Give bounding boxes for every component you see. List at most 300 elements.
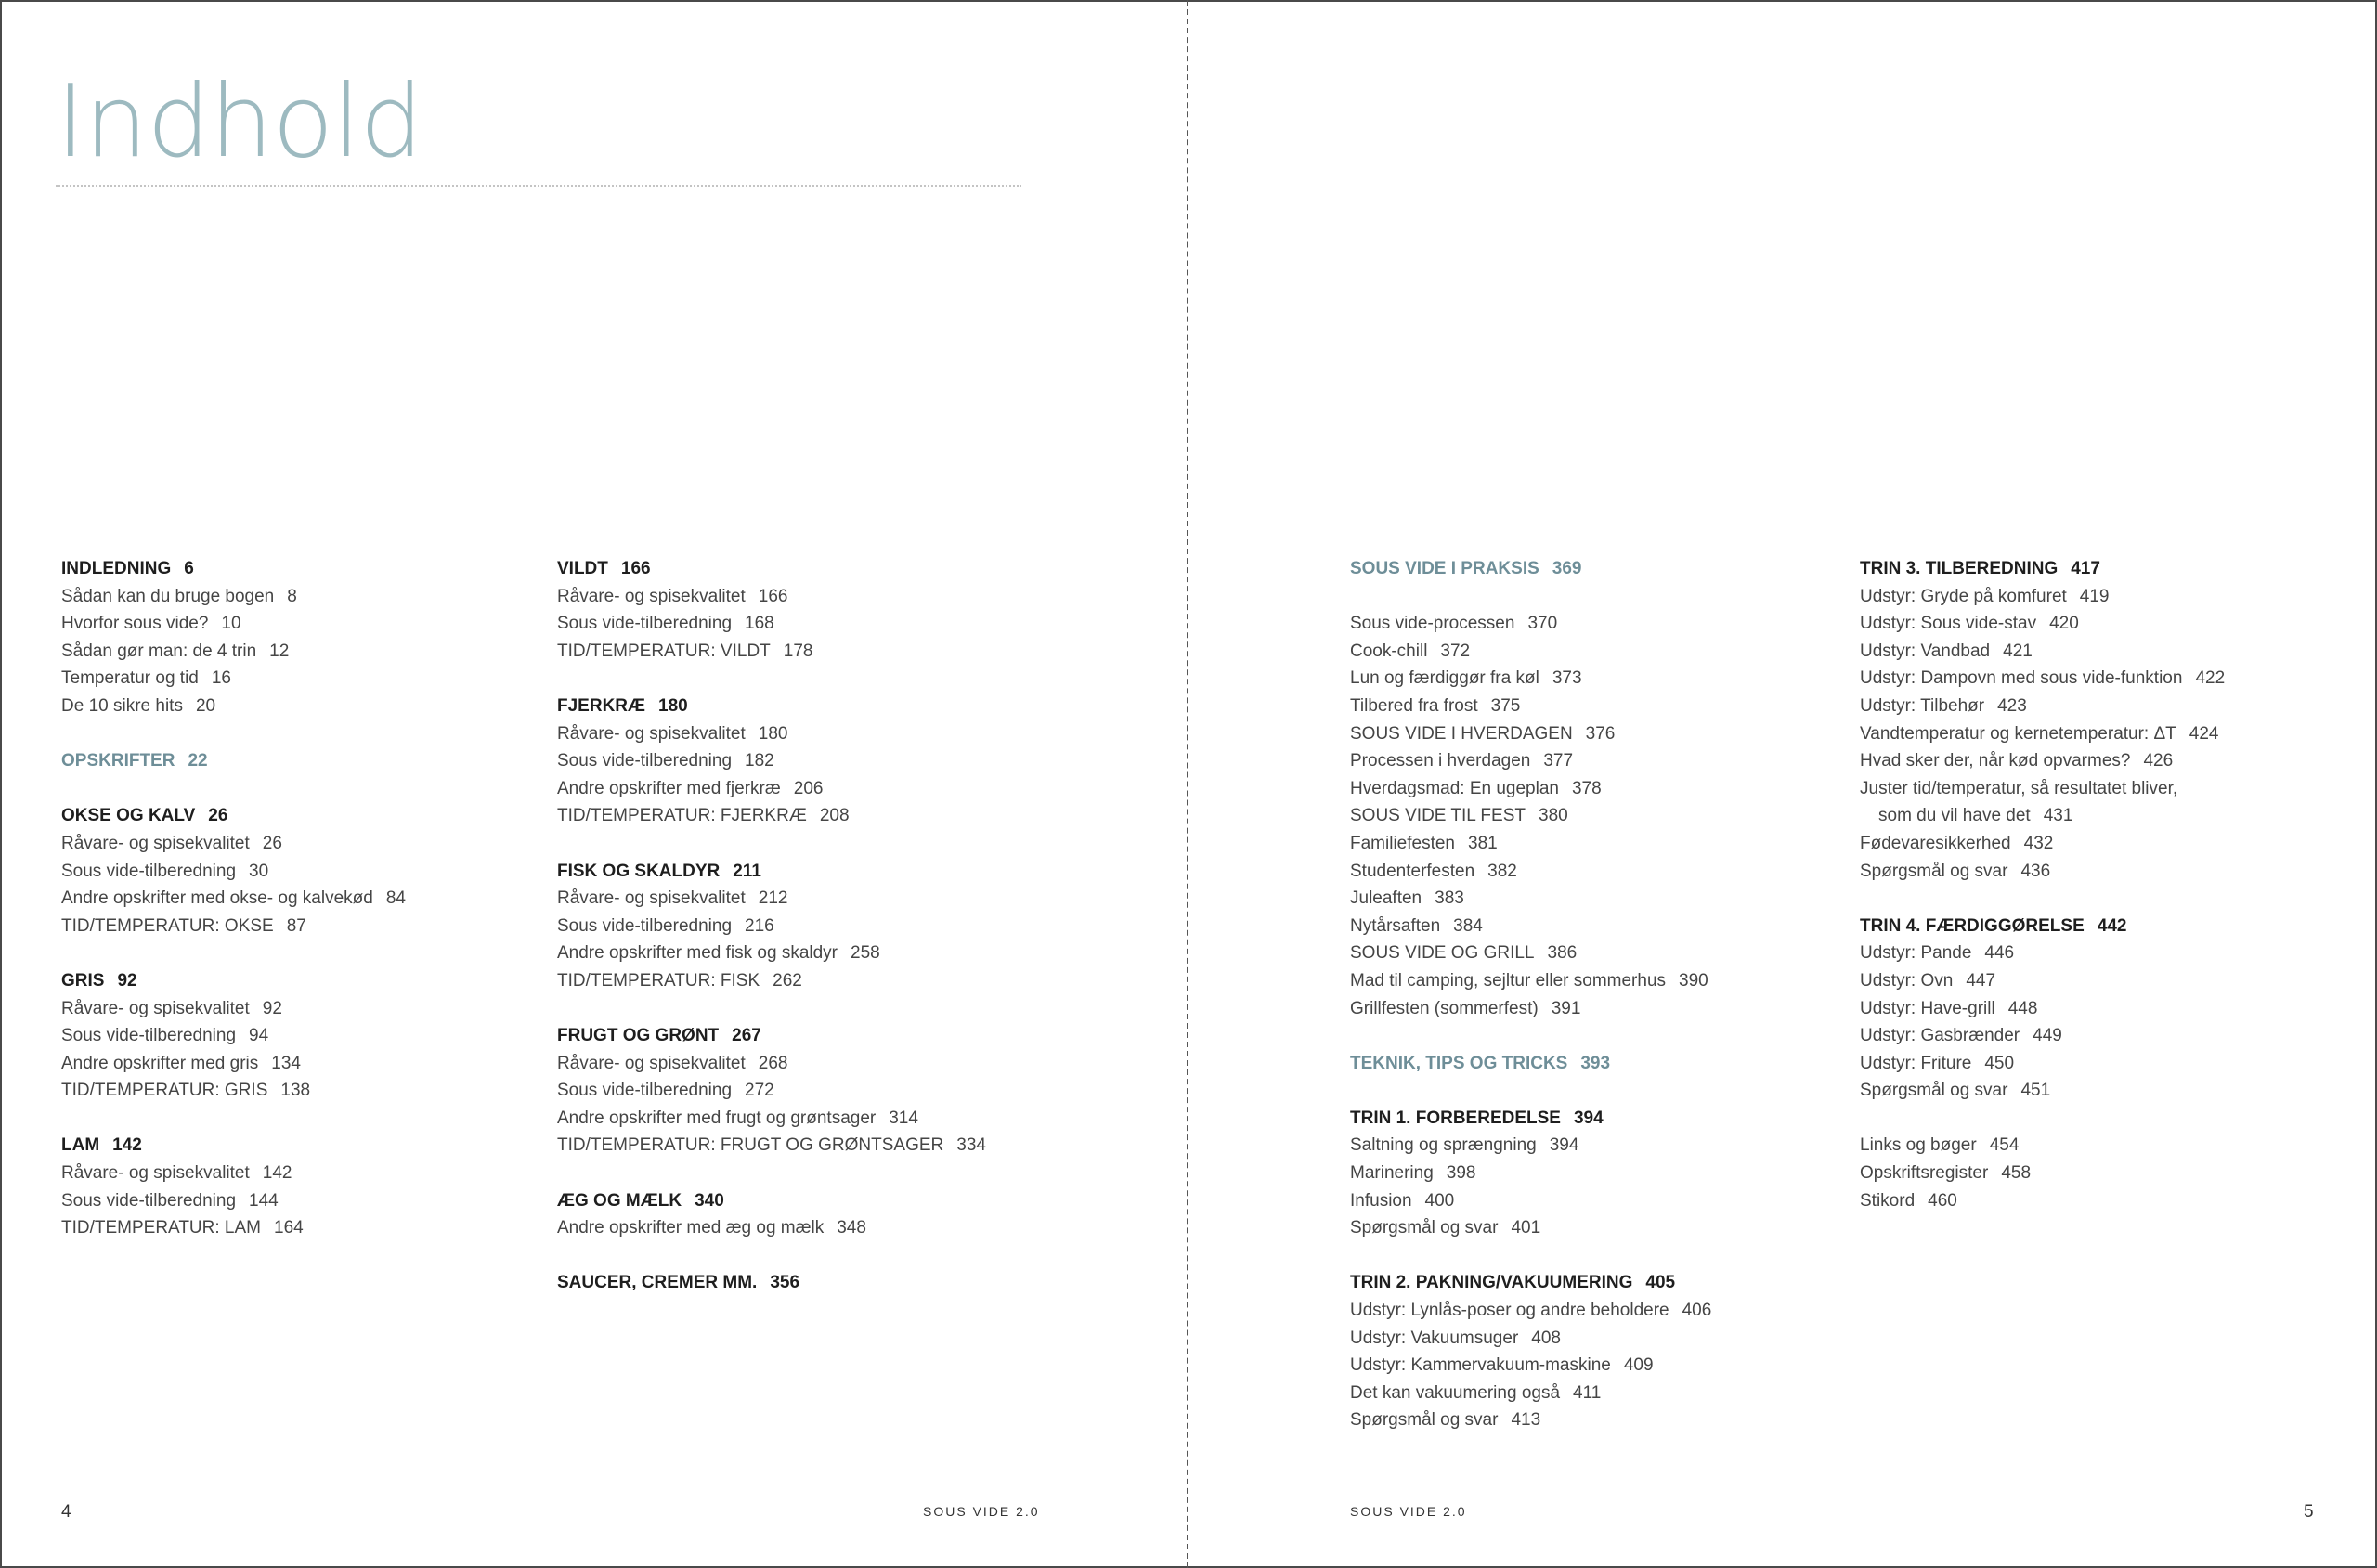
entry-page-number: 94 (249, 1026, 269, 1046)
section-page-number: 92 (117, 970, 137, 991)
section-title: TEKNIK, TIPS OG TRICKS (1350, 1053, 1568, 1073)
entry-title: Udstyr: Dampovn med sous vide-funktion (1860, 668, 2183, 689)
entry-title: Studenterfesten (1350, 861, 1475, 881)
section-title: LAM (61, 1135, 100, 1156)
entry-title: Familiefesten (1350, 833, 1455, 853)
entry-title: Temperatur og tid (61, 668, 199, 689)
toc-section-heading[interactable] (1860, 555, 2343, 583)
toc-entry[interactable] (1350, 693, 1833, 720)
entry-page-number: 8 (287, 586, 297, 606)
toc-section-heading[interactable] (1350, 1269, 1833, 1297)
entry-page-number: 180 (758, 723, 788, 744)
section-title: TRIN 3. TILBEREDNING (1860, 559, 2059, 578)
entry-page-number: 420 (2049, 614, 2079, 634)
entry-title: Sous vide-tilberedning (557, 1081, 733, 1101)
entry-title: Nytårsaften (1350, 915, 1441, 936)
toc-entry[interactable] (557, 720, 1040, 748)
toc-entry[interactable] (1860, 720, 2343, 748)
left-page-number: 4 (61, 1502, 71, 1522)
toc-entry[interactable] (1860, 747, 2343, 775)
toc-section-heading[interactable] (557, 1187, 1040, 1215)
entry-title: Links og bøger (1860, 1135, 1977, 1156)
toc-section-heading[interactable] (557, 555, 1040, 583)
toc-entry[interactable] (1860, 858, 2343, 886)
toc-section (557, 1269, 1040, 1297)
entry-page-number: 419 (2079, 586, 2110, 606)
entry-title: Juster tid/temperatur, så resultatet bliver, (1860, 778, 2178, 798)
section-page-number: 6 (184, 559, 194, 578)
toc-entry[interactable] (1350, 720, 1833, 748)
section-title: GRIS (61, 970, 105, 991)
entry-title: TID/TEMPERATUR: OKSE (61, 915, 274, 936)
toc-section (1350, 1269, 1833, 1434)
entry-page-number: 84 (385, 888, 406, 909)
entry-page-number: 314 (889, 1108, 918, 1128)
toc-entry[interactable] (1350, 775, 1833, 803)
toc-column-4 (1860, 555, 2343, 1242)
toc-entry[interactable] (1350, 610, 1833, 638)
toc-entry[interactable] (557, 583, 1040, 611)
toc-entry[interactable] (1350, 858, 1833, 886)
entry-page-number: 391 (1551, 998, 1581, 1018)
entry-title: Det kan vakuumering også (1350, 1382, 1561, 1403)
entry-page-number: 138 (280, 1081, 311, 1101)
toc-section-heading[interactable] (1350, 1105, 1833, 1133)
toc-entry[interactable] (1860, 940, 2343, 967)
toc-entry[interactable] (1350, 1406, 1833, 1434)
entry-page-number: 406 (1682, 1301, 1712, 1321)
section-page-number: 340 (695, 1190, 724, 1211)
entry-page-number: 422 (2195, 668, 2226, 689)
toc-entry[interactable] (61, 693, 544, 720)
toc-entry[interactable] (557, 1214, 1040, 1242)
entry-page-number: 348 (837, 1218, 866, 1238)
toc-entry[interactable] (557, 967, 1040, 995)
entry-title: Grillfesten (sommerfest) (1350, 998, 1539, 1018)
section-title: OKSE OG KALV (61, 806, 196, 826)
entry-title: Udstyr: Have-grill (1860, 998, 1995, 1018)
entry-page-number: 375 (1490, 695, 1521, 716)
entry-page-number: 450 (1984, 1053, 2015, 1073)
toc-entry[interactable] (61, 1022, 544, 1050)
entry-page-number: 446 (1984, 943, 2015, 964)
entry-title: Fødevaresikkerhed (1860, 833, 2011, 853)
entry-page-number: 460 (1928, 1190, 1957, 1211)
toc-section-heading[interactable] (61, 747, 544, 775)
entry-title: Processen i hverdagen (1350, 751, 1531, 771)
toc-entry[interactable] (1350, 940, 1833, 967)
entry-title: Andre opskrifter med okse- og kalvekød (61, 888, 373, 909)
section-page-number: 26 (208, 806, 228, 826)
entry-title: TID/TEMPERATUR: FISK (557, 970, 760, 991)
entry-page-number: 164 (274, 1218, 304, 1238)
toc-entry[interactable] (557, 1105, 1040, 1133)
entry-title: Sous vide-tilberedning (61, 861, 237, 881)
entry-title: Vandtemperatur og kernetemperatur: ΔT (1860, 723, 2176, 744)
toc-section (1860, 913, 2343, 1105)
entry-page-number: 372 (1440, 641, 1471, 661)
toc-entry[interactable] (61, 913, 544, 940)
entry-page-number: 409 (1623, 1355, 1654, 1376)
entry-page-number: 178 (783, 641, 813, 661)
entry-title: De 10 sikre hits (61, 695, 183, 716)
entry-page-number: 380 (1539, 806, 1568, 826)
toc-entry[interactable] (1860, 1160, 2343, 1187)
toc-entry[interactable] (557, 1077, 1040, 1105)
toc-section (557, 1022, 1040, 1160)
entry-title: Udstyr: Gryde på komfuret (1860, 586, 2067, 606)
entry-page-number: 182 (745, 751, 774, 771)
section-page-number: 142 (112, 1135, 142, 1156)
toc-entry[interactable] (557, 913, 1040, 940)
entry-page-number: 401 (1511, 1218, 1541, 1238)
entry-page-number: 413 (1511, 1410, 1541, 1431)
entry-title: Spørgsmål og svar (1350, 1218, 1499, 1238)
toc-entry[interactable] (61, 665, 544, 693)
entry-title: Udstyr: Gasbrænder (1860, 1026, 2020, 1046)
toc-entry[interactable] (1860, 665, 2343, 693)
entry-page-number: 92 (262, 998, 282, 1018)
entry-title: som du vil have det (1878, 806, 2031, 826)
entry-page-number: 258 (851, 943, 880, 964)
entry-page-number: 373 (1552, 668, 1582, 689)
section-title: INDLEDNING (61, 559, 172, 578)
section-page-number: 405 (1645, 1273, 1676, 1293)
entry-page-number: 436 (2020, 861, 2051, 881)
entry-page-number: 144 (249, 1190, 279, 1211)
section-page-number: 211 (733, 861, 761, 881)
toc-section (1860, 555, 2343, 885)
entry-title: Sous vide-tilberedning (61, 1026, 237, 1046)
toc-entry[interactable] (1350, 830, 1833, 858)
entry-title: Udstyr: Pande (1860, 943, 1972, 964)
entry-title: TID/TEMPERATUR: FRUGT OG GRØNTSAGER (557, 1135, 944, 1156)
entry-page-number: 431 (2043, 806, 2073, 826)
entry-title: Hverdagsmad: En ugeplan (1350, 778, 1559, 798)
entry-page-number: 216 (745, 915, 774, 936)
toc-entry[interactable] (61, 885, 544, 913)
entry-title: TID/TEMPERATUR: LAM (61, 1218, 261, 1238)
entry-title: Råvare- og spisekvalitet (557, 1053, 746, 1073)
entry-page-number: 454 (1989, 1135, 2020, 1156)
toc-section-heading[interactable] (557, 693, 1040, 720)
toc-entry[interactable] (1350, 885, 1833, 913)
toc-entry[interactable] (1350, 913, 1833, 940)
section-page-number: 417 (2071, 559, 2100, 578)
entry-page-number: 426 (2143, 751, 2174, 771)
toc-entry[interactable] (557, 638, 1040, 666)
entry-page-number: 142 (262, 1163, 292, 1184)
section-title: VILDT (557, 559, 608, 578)
entry-page-number: 376 (1585, 723, 1616, 744)
entry-title: Spørgsmål og svar (1860, 1081, 2008, 1101)
toc-entry[interactable] (1860, 802, 2343, 830)
toc-entry[interactable] (1350, 1352, 1833, 1380)
toc-entry[interactable] (61, 1187, 544, 1215)
section-title: TRIN 1. FORBEREDELSE (1350, 1108, 1561, 1128)
entry-page-number: 268 (758, 1053, 788, 1073)
entry-page-number: 168 (745, 614, 774, 634)
entry-page-number: 408 (1531, 1328, 1561, 1348)
toc-section (1350, 1050, 1833, 1078)
entry-page-number: 87 (286, 915, 306, 936)
entry-title: Infusion (1350, 1190, 1412, 1211)
toc-entry[interactable] (61, 1077, 544, 1105)
toc-entry[interactable] (1350, 1214, 1833, 1242)
entry-title: Andre opskrifter med gris (61, 1053, 259, 1073)
toc-entry[interactable] (557, 775, 1040, 803)
entry-title: Råvare- og spisekvalitet (557, 888, 746, 909)
entry-page-number: 30 (249, 861, 269, 881)
entry-page-number: 206 (793, 778, 824, 798)
left-running-title: SOUS VIDE 2.0 (923, 1504, 1040, 1519)
toc-section-heading[interactable] (557, 1022, 1040, 1050)
toc-entry[interactable] (557, 802, 1040, 830)
page-spine-divider (1187, 0, 1188, 1568)
entry-page-number: 447 (1966, 970, 1996, 991)
toc-entry[interactable] (61, 995, 544, 1023)
entry-title: Råvare- og spisekvalitet (61, 1163, 250, 1184)
toc-entry[interactable] (557, 1050, 1040, 1078)
toc-entry[interactable] (61, 830, 544, 858)
entry-title: Lun og færdiggør fra køl (1350, 668, 1539, 689)
toc-entry[interactable] (1350, 1132, 1833, 1160)
entry-title: TID/TEMPERATUR: FJERKRÆ (557, 806, 807, 826)
toc-entry[interactable] (557, 747, 1040, 775)
toc-entry[interactable] (1860, 830, 2343, 858)
section-title: FISK OG SKALDYR (557, 861, 721, 881)
entry-page-number: 386 (1547, 943, 1578, 964)
toc-entry[interactable] (1350, 638, 1833, 666)
entry-title: Udstyr: Ovn (1860, 970, 1954, 991)
toc-entry[interactable] (1350, 1160, 1833, 1187)
toc-entry[interactable] (1350, 995, 1833, 1023)
toc-entry[interactable] (1350, 665, 1833, 693)
section-title: ÆG OG MÆLK (557, 1190, 682, 1211)
toc-entry[interactable] (1350, 1380, 1833, 1407)
toc-entry[interactable] (1860, 967, 2343, 995)
toc-section (557, 858, 1040, 995)
entry-title: Sous vide-tilberedning (557, 751, 733, 771)
entry-title: Råvare- og spisekvalitet (557, 723, 746, 744)
toc-entry[interactable] (61, 583, 544, 611)
toc-entry[interactable] (61, 1160, 544, 1187)
entry-page-number: 394 (1549, 1135, 1579, 1156)
entry-page-number: 432 (2023, 833, 2054, 853)
section-page-number: 166 (620, 559, 651, 578)
toc-section (1860, 1132, 2343, 1214)
entry-title: SOUS VIDE TIL FEST (1350, 806, 1526, 826)
toc-section (61, 747, 544, 775)
toc-entry[interactable] (1860, 1050, 2343, 1078)
entry-page-number: 16 (211, 668, 231, 689)
toc-column-3 (1350, 555, 1833, 1462)
toc-entry[interactable] (1860, 1022, 2343, 1050)
section-page-number: 394 (1573, 1108, 1604, 1128)
entry-title: Udstyr: Vakuumsuger (1350, 1328, 1519, 1348)
section-title: FRUGT OG GRØNT (557, 1026, 720, 1046)
toc-section (1350, 555, 1833, 1022)
toc-entry[interactable] (1860, 1187, 2343, 1215)
toc-section (61, 802, 544, 940)
toc-entry[interactable] (557, 610, 1040, 638)
entry-title: SOUS VIDE I HVERDAGEN (1350, 723, 1573, 744)
toc-section (557, 693, 1040, 830)
section-title: OPSKRIFTER (61, 751, 175, 771)
toc-entry[interactable] (1860, 775, 2343, 803)
entry-title: Råvare- og spisekvalitet (61, 833, 250, 853)
entry-page-number: 166 (758, 586, 788, 606)
entry-page-number: 449 (2033, 1026, 2062, 1046)
section-title: SAUCER, CREMER MM. (557, 1273, 758, 1293)
toc-entry[interactable] (1860, 1077, 2343, 1105)
section-page-number: 393 (1580, 1053, 1611, 1073)
entry-page-number: 384 (1453, 915, 1483, 936)
toc-entry[interactable] (557, 1132, 1040, 1160)
entry-page-number: 377 (1543, 751, 1574, 771)
entry-page-number: 10 (221, 614, 241, 634)
toc-entry[interactable] (1350, 1187, 1833, 1215)
toc-entry[interactable] (1350, 1297, 1833, 1325)
toc-entry[interactable] (1860, 638, 2343, 666)
entry-page-number: 20 (195, 695, 216, 716)
entry-title: Udstyr: Kammervakuum-maskine (1350, 1355, 1611, 1376)
entry-page-number: 334 (956, 1135, 986, 1156)
toc-entry[interactable] (1860, 610, 2343, 638)
toc-section (61, 555, 544, 720)
toc-section-heading[interactable] (61, 555, 544, 583)
toc-section-heading[interactable] (1350, 555, 1833, 583)
entry-title: Råvare- og spisekvalitet (61, 998, 250, 1018)
section-page-number: 356 (770, 1273, 800, 1293)
toc-entry[interactable] (61, 610, 544, 638)
entry-page-number: 382 (1487, 861, 1517, 881)
toc-column-1 (61, 555, 544, 1269)
toc-section (1350, 1105, 1833, 1242)
entry-page-number: 12 (269, 641, 290, 661)
toc-section-heading[interactable] (557, 1269, 1040, 1297)
entry-title: Sous vide-tilberedning (61, 1190, 237, 1211)
entry-title: Tilbered fra frost (1350, 695, 1478, 716)
entry-title: Hvad sker der, når kød opvarmes? (1860, 751, 2131, 771)
section-page-number: 369 (1552, 559, 1582, 578)
entry-title: Andre opskrifter med frugt og grøntsager (557, 1108, 877, 1128)
toc-entry[interactable] (557, 885, 1040, 913)
section-title: FJERKRÆ (557, 695, 646, 716)
toc-entry[interactable] (1350, 967, 1833, 995)
entry-page-number: 400 (1424, 1190, 1455, 1211)
entry-page-number: 411 (1573, 1382, 1602, 1403)
entry-page-number: 262 (773, 970, 802, 991)
toc-entry[interactable] (61, 858, 544, 886)
section-title: SOUS VIDE I PRAKSIS (1350, 559, 1539, 578)
entry-title: TID/TEMPERATUR: VILDT (557, 641, 771, 661)
entry-page-number: 272 (745, 1081, 774, 1101)
title-dotted-rule (56, 185, 1021, 187)
toc-entry[interactable] (1860, 995, 2343, 1023)
entry-title: Mad til camping, sejltur eller sommerhus (1350, 970, 1667, 991)
entry-page-number: 423 (1997, 695, 2027, 716)
toc-section (61, 1132, 544, 1241)
toc-section-heading[interactable] (557, 858, 1040, 886)
entry-page-number: 398 (1446, 1163, 1476, 1184)
entry-page-number: 208 (819, 806, 850, 826)
entry-title: Andre opskrifter med fisk og skaldyr (557, 943, 838, 964)
entry-page-number: 370 (1527, 614, 1558, 634)
entry-page-number: 381 (1468, 833, 1498, 853)
entry-title: Hvorfor sous vide? (61, 614, 209, 634)
toc-entry[interactable] (557, 940, 1040, 967)
right-page-number: 5 (2304, 1502, 2314, 1522)
entry-title: Sådan gør man: de 4 trin (61, 641, 257, 661)
entry-title: Spørgsmål og svar (1350, 1410, 1499, 1431)
entry-page-number: 424 (2189, 723, 2219, 744)
entry-title: Opskriftsregister (1860, 1163, 1989, 1184)
toc-section-heading[interactable] (61, 967, 544, 995)
entry-title: Udstyr: Tilbehør (1860, 695, 1985, 716)
section-title: TRIN 2. PAKNING/VAKUUMERING (1350, 1273, 1633, 1293)
entry-title: Sådan kan du bruge bogen (61, 586, 275, 606)
entry-page-number: 26 (262, 833, 282, 853)
entry-page-number: 212 (758, 888, 788, 909)
toc-entry[interactable] (1860, 583, 2343, 611)
entry-title: Udstyr: Lynlås-poser og andre beholdere (1350, 1301, 1669, 1321)
entry-title: Cook-chill (1350, 641, 1428, 661)
toc-entry[interactable] (61, 1214, 544, 1242)
toc-entry[interactable] (61, 638, 544, 666)
toc-section-heading[interactable] (61, 1132, 544, 1160)
toc-section (61, 967, 544, 1105)
entry-title: Andre opskrifter med fjerkræ (557, 778, 781, 798)
toc-entry[interactable] (1860, 1132, 2343, 1160)
entry-title: Marinering (1350, 1163, 1434, 1184)
entry-page-number: 383 (1435, 888, 1464, 909)
toc-entry[interactable] (1350, 802, 1833, 830)
entry-title: Sous vide-tilberedning (557, 915, 733, 936)
entry-title: TID/TEMPERATUR: GRIS (61, 1081, 268, 1101)
toc-section-heading[interactable] (1860, 913, 2343, 940)
entry-page-number: 458 (2001, 1163, 2032, 1184)
entry-page-number: 390 (1679, 970, 1708, 991)
section-page-number: 180 (658, 695, 688, 716)
section-title: TRIN 4. FÆRDIGGØRELSE (1860, 915, 2085, 936)
toc-column-2 (557, 555, 1040, 1325)
entry-title: Sous vide-processen (1350, 614, 1515, 634)
section-page-number: 442 (2097, 915, 2127, 936)
entry-title: Udstyr: Friture (1860, 1053, 1972, 1073)
section-page-number: 267 (732, 1026, 761, 1046)
toc-section-heading[interactable] (61, 802, 544, 830)
section-page-number: 22 (188, 751, 208, 771)
entry-page-number: 134 (271, 1053, 301, 1073)
entry-title: Sous vide-tilberedning (557, 614, 733, 634)
entry-title: Juleaften (1350, 888, 1422, 909)
page-title: Indhold (56, 64, 422, 180)
toc-section (557, 1187, 1040, 1242)
entry-title: Udstyr: Sous vide-stav (1860, 614, 2037, 634)
entry-title: SOUS VIDE OG GRILL (1350, 943, 1535, 964)
toc-entry[interactable] (61, 1050, 544, 1078)
entry-page-number: 421 (2003, 641, 2033, 661)
toc-entry[interactable] (1350, 747, 1833, 775)
entry-title: Spørgsmål og svar (1860, 861, 2008, 881)
toc-section-heading[interactable] (1350, 1050, 1833, 1078)
entry-title: Saltning og sprængning (1350, 1135, 1537, 1156)
toc-entry[interactable] (1860, 693, 2343, 720)
entry-title: Andre opskrifter med æg og mælk (557, 1218, 825, 1238)
entry-page-number: 378 (1571, 778, 1602, 798)
toc-entry[interactable] (1350, 1325, 1833, 1353)
